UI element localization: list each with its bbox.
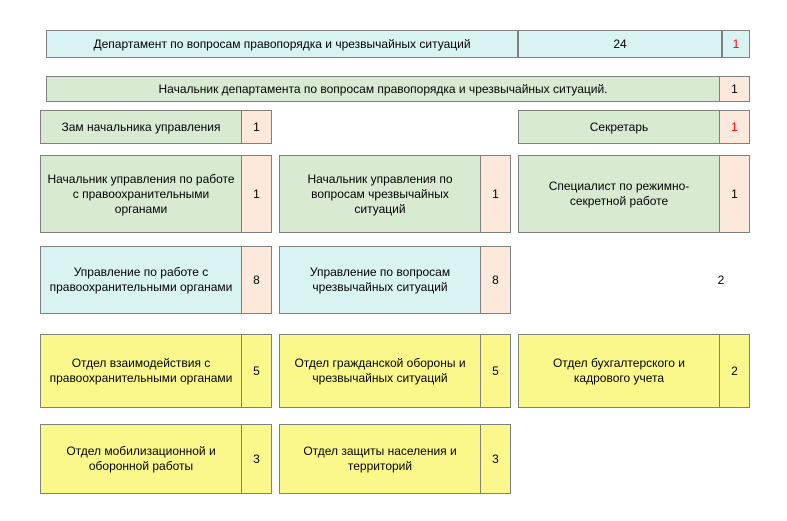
loose-count-right-value: 2	[717, 273, 725, 287]
node-head-emergency-count: 1	[480, 156, 510, 232]
node-specialist-secret-work-count: 1	[719, 156, 749, 232]
node-department-extra-count: 1	[723, 31, 749, 57]
node-secretary[interactable]	[518, 110, 750, 144]
node-directorate-law-enforcement[interactable]	[40, 246, 272, 314]
node-directorate-emergency[interactable]	[279, 246, 511, 314]
node-secretary-count: 1	[719, 111, 749, 143]
node-otdel-civil-defense[interactable]	[279, 334, 511, 408]
node-specialist-secret-work[interactable]	[518, 155, 750, 233]
node-department-extra-count-box[interactable]	[722, 30, 750, 58]
node-otdel-law-interaction[interactable]	[40, 334, 272, 408]
node-otdel-population-protection-label: Отдел защиты населения и территорий	[280, 425, 480, 493]
node-otdel-accounting-count: 2	[719, 335, 749, 407]
node-deputy-head-count: 1	[241, 111, 271, 143]
node-otdel-law-interaction-count: 5	[241, 335, 271, 407]
node-secretary-label: Секретарь	[519, 111, 719, 143]
node-otdel-mobilization-label: Отдел мобилизационной и оборонной работы	[41, 425, 241, 493]
node-head-law-enforcement-label: Начальник управления по работе с правоохранительными органами	[41, 156, 241, 232]
node-department[interactable]	[46, 30, 518, 58]
node-otdel-civil-defense-count: 5	[480, 335, 510, 407]
node-otdel-accounting[interactable]	[518, 334, 750, 408]
node-otdel-civil-defense-label: Отдел гражданской обороны и чрезвычайных ситуаций	[280, 335, 480, 407]
node-directorate-law-enforcement-label: Управление по работе с правоохранительными органами	[41, 247, 241, 313]
node-otdel-accounting-label: Отдел бухгалтерского и кадрового учета	[519, 335, 719, 407]
node-head-emergency-label: Начальник управления по вопросам чрезвычайных ситуаций	[280, 156, 480, 232]
node-otdel-mobilization-count: 3	[241, 425, 271, 493]
node-deputy-head-label: Зам начальника управления	[41, 111, 241, 143]
node-otdel-population-protection-count: 3	[480, 425, 510, 493]
node-otdel-law-interaction-label: Отдел взаимодействия с правоохранительными органами	[41, 335, 241, 407]
node-otdel-mobilization[interactable]	[40, 424, 272, 494]
node-head-of-department[interactable]	[46, 76, 750, 102]
node-head-of-department-count: 1	[719, 77, 749, 101]
node-head-law-enforcement-count: 1	[241, 156, 271, 232]
node-directorate-emergency-count: 8	[480, 247, 510, 313]
node-department-count: 24	[519, 31, 721, 57]
loose-count-right	[706, 268, 736, 292]
node-directorate-law-enforcement-count: 8	[241, 247, 271, 313]
node-head-emergency[interactable]	[279, 155, 511, 233]
node-department-label: Департамент по вопросам правопорядка и чрезвычайных ситуаций	[47, 31, 517, 57]
node-head-law-enforcement[interactable]	[40, 155, 272, 233]
node-deputy-head[interactable]	[40, 110, 272, 144]
node-directorate-emergency-label: Управление по вопросам чрезвычайных ситуаций	[280, 247, 480, 313]
node-specialist-secret-work-label: Специалист по режимно-секретной работе	[519, 156, 719, 232]
node-otdel-population-protection[interactable]	[279, 424, 511, 494]
node-head-of-department-label: Начальник департамента по вопросам правопорядка и чрезвычайных ситуаций.	[47, 77, 719, 101]
node-department-count-box[interactable]	[518, 30, 722, 58]
